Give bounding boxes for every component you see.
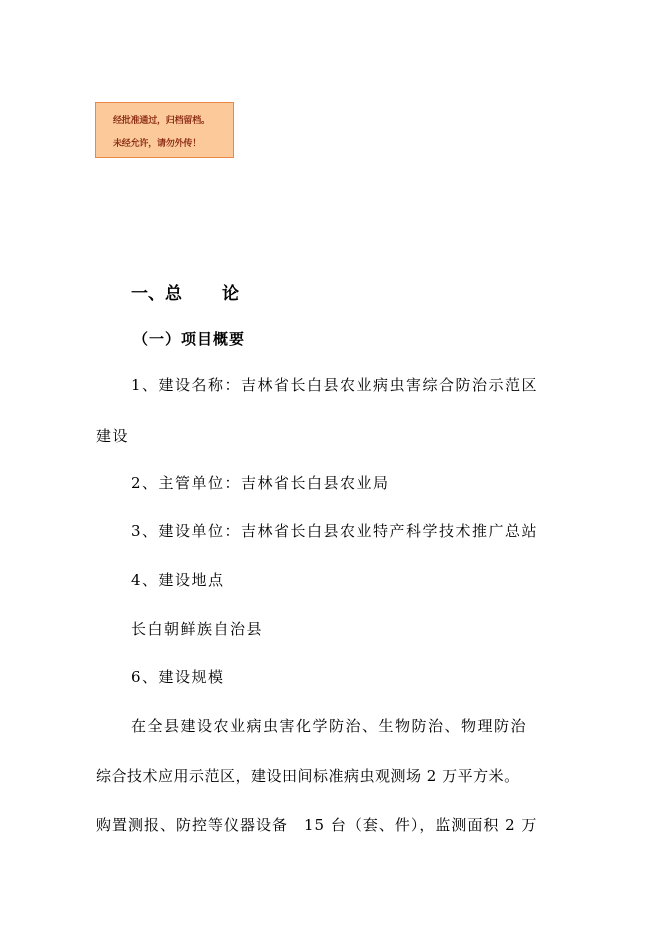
item-construction-name xyxy=(131,375,538,395)
paragraph-line-1: 在全县建设农业病虫害化学防治、生物防治、物理防治 xyxy=(131,717,528,735)
section-title-part2: 论 xyxy=(222,284,239,304)
section-heading xyxy=(131,279,239,304)
item-construction-unit-label: 3、建设单位： xyxy=(131,522,242,540)
paragraph-line-3: 购置测报、防控等仪器设备 15 台（套、件），监测面积 2 万 xyxy=(96,816,538,834)
confidential-notice-box xyxy=(95,102,234,158)
item-construction-scale-label: 6、建设规模 xyxy=(131,668,225,686)
item-supervising-unit xyxy=(131,473,390,493)
notice-line-approved: 经批准通过，归档留档。 xyxy=(113,116,210,126)
item-construction-location-value: 长白朝鲜族自治县 xyxy=(131,620,264,638)
paragraph-line-2: 综合技术应用示范区，建设田间标准病虫观测场 2 万平方米。 xyxy=(96,767,520,785)
item-construction-name-continued: 建设 xyxy=(96,427,130,445)
section-number: 一、 xyxy=(131,284,165,304)
section-title-part1: 总 xyxy=(165,284,182,304)
item-construction-name-label: 1、建设名称： xyxy=(131,376,242,394)
item-supervising-unit-label: 2、主管单位： xyxy=(131,474,242,492)
item-supervising-unit-value: 吉林省长白县农业局 xyxy=(241,474,390,492)
item-construction-name-value: 吉林省长白县农业病虫害综合防治示范区 xyxy=(241,376,539,394)
item-construction-location-label: 4、建设地点 xyxy=(131,571,225,589)
notice-line-restricted: 未经允许，请勿外传！ xyxy=(113,139,202,149)
item-construction-unit-value: 吉林省长白县农业特产科学技术推广总站 xyxy=(241,522,539,540)
subsection-heading: （一）项目概要 xyxy=(133,330,246,348)
item-construction-unit xyxy=(131,521,538,541)
